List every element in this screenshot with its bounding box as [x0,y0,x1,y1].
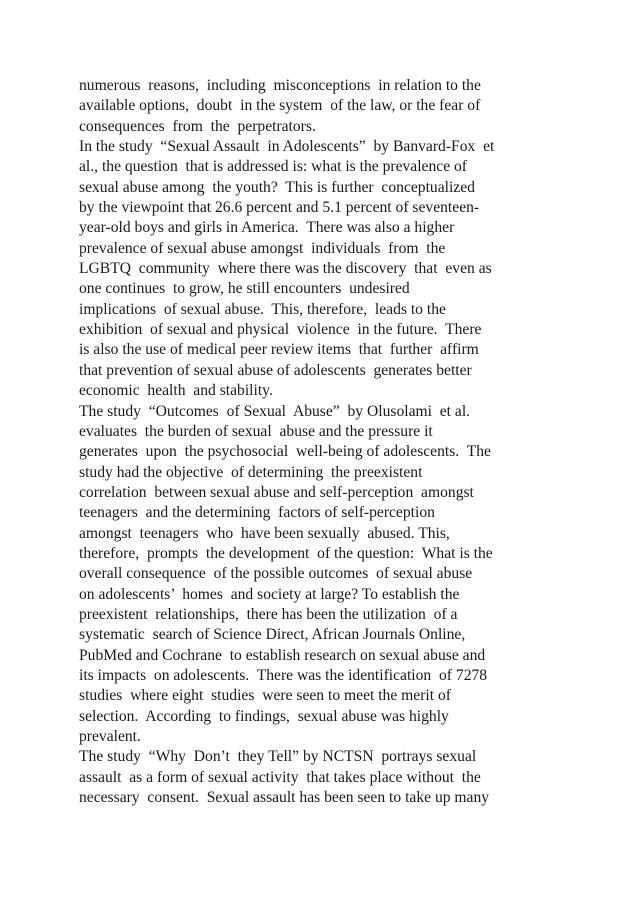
text-line: The study “Outcomes of Sexual Abuse” by Olusolami et al. [79,402,471,420]
text-line: economic health and stability. [79,382,273,400]
text-line: selection. According to findings, sexual abuse was highly [79,707,449,725]
text-line: al., the question that is addressed is: what is the prevalence of [79,158,468,176]
text-line: In the study “Sexual Assault in Adolescents” by Banvard-Fox et [79,138,495,156]
text-line: The study “Why Don’t they Tell” by NCTSN portrays sexual [79,748,477,766]
text-line: generates upon the psychosocial well-being of adolescents. The [79,443,491,461]
text-line: its impacts on adolescents. There was the identification of 7278 [79,666,488,684]
text-line: available options, doubt in the system of the law, or the fear of [79,97,481,115]
text-line: sexual abuse among the youth? This is further conceptualized [79,178,475,196]
text-line: evaluates the burden of sexual abuse and the pressure it [79,422,433,440]
text-line: correlation between sexual abuse and self-perception amongst [79,483,474,501]
text-line: by the viewpoint that 26.6 percent and 5.1 percent of seventeen- [79,199,480,217]
text-line: study had the objective of determining the preexistent [79,463,423,481]
text-line: amongst teenagers who have been sexually abused. This, [79,524,450,542]
text-line: that prevention of sexual abuse of adolescents generates better [79,361,472,379]
text-line: prevalence of sexual abuse amongst individuals from the [79,239,446,257]
text-line: systematic search of Science Direct, African Journals Online, [79,626,466,644]
text-line: numerous reasons, including misconceptions in relation to the [79,77,481,94]
text-line: overall consequence of the possible outcomes of sexual abuse [79,565,473,583]
text-line: one continues to grow, he still encounters undesired [79,280,410,298]
text-line: exhibition of sexual and physical violence in the future. There [79,321,482,339]
text-line: is also the use of medical peer review items that further affirm [79,341,479,359]
text-line: on adolescents’ homes and society at large? To establish the [79,585,460,603]
text-line: implications of sexual abuse. This, therefore, leads to the [79,300,446,318]
text-line: therefore, prompts the development of the question: What is the [79,544,493,562]
text-line: necessary consent. Sexual assault has been seen to take up many [79,789,490,807]
text-line: PubMed and Cochrane to establish research on sexual abuse and [79,646,486,664]
text-line: consequences from the perpetrators. [79,117,316,135]
text-line: LGBTQ community where there was the discovery that even as [79,260,492,278]
text-line: prevalent. [79,728,141,745]
text-line: assault as a form of sexual activity that takes place without the [79,768,481,786]
text-line: year-old boys and girls in America. There was also a higher [79,219,455,237]
body-text [79,76,569,808]
text-line: teenagers and the determining factors of self-perception [79,504,435,522]
text-line: studies where eight studies were seen to meet the merit of [79,687,451,705]
text-line: preexistent relationships, there has been the utilization of a [79,605,458,623]
